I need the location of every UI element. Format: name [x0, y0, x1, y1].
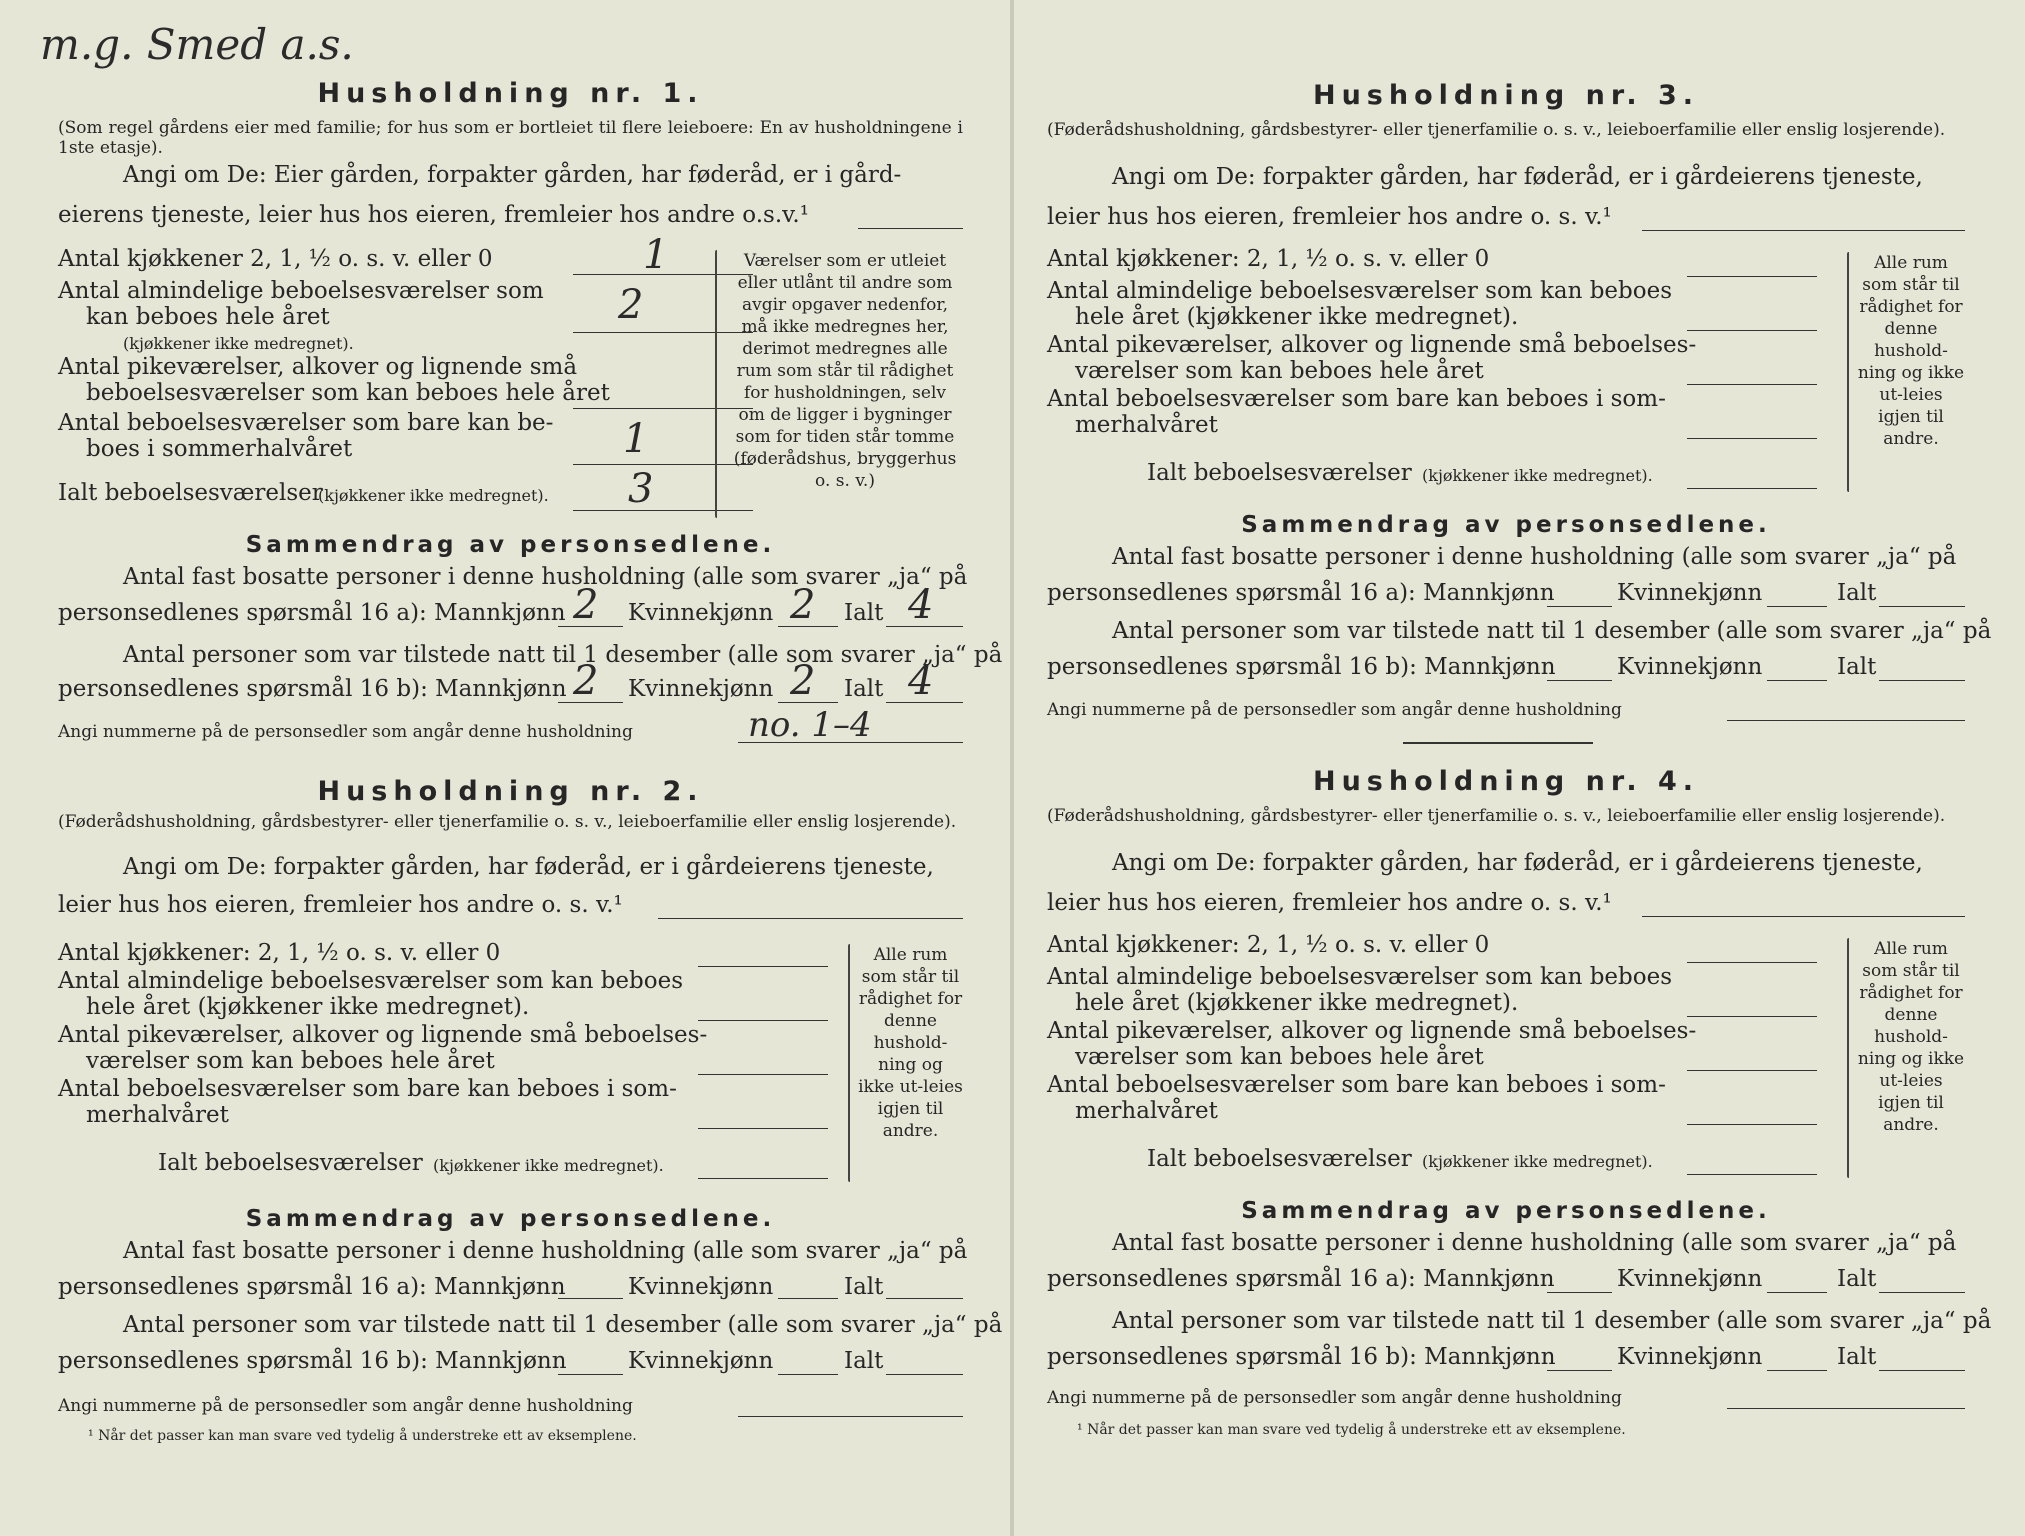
- hh3-b-i-fill: [1879, 680, 1965, 681]
- hh1-subtitle: (Som regel gårdens eier med familie; for hus som er bortleiet til flere leieboere: En av husholdningene i 1ste etasje).: [58, 118, 963, 158]
- hh2-a-m-fill: [558, 1298, 623, 1299]
- hh1-som-line1: Antal beboelsesværelser som bare kan be-: [58, 410, 554, 436]
- hh1-b-ialt: Ialt: [844, 676, 884, 702]
- hh2-b-m-fill: [558, 1374, 623, 1375]
- hh3-s3: Antal personer som var tilstede natt til 1 desember (alle som svarer „ja“ på: [1112, 618, 1992, 644]
- household-3: [1047, 74, 1992, 734]
- hh2-som-fill: [698, 1128, 828, 1129]
- hh3-a-ialt: Ialt: [1837, 580, 1877, 606]
- hh2-pike-line1: Antal pikeværelser, alkover og lignende små beboelses-: [58, 1022, 708, 1048]
- hh2-a-i-fill: [886, 1298, 963, 1299]
- hh3-pike-fill: [1687, 384, 1817, 385]
- left-page: [0, 0, 1012, 1536]
- hh4-b-m-fill: [1547, 1370, 1612, 1371]
- hh2-a-kvinne: Kvinnekjønn: [628, 1274, 774, 1300]
- hh2-b-ialt: Ialt: [844, 1348, 884, 1374]
- hh2-angi-line2: leier hus hos eieren, fremleier hos andre o. s. v.¹: [58, 892, 623, 918]
- hh2-b-i-fill: [886, 1374, 963, 1375]
- hh3-kjokkener-label: Antal kjøkkener: 2, 1, ½ o. s. v. eller 0: [1047, 246, 1490, 272]
- hh1-alm-line2: kan beboes hele året: [86, 304, 330, 330]
- hh4-brace: [1847, 938, 1849, 1178]
- hh2-pike-fill: [698, 1074, 828, 1075]
- hh3-nummer-label: Angi nummerne på de personsedler som angår denne husholdning: [1047, 700, 1622, 720]
- hh1-b-m-value: 2: [573, 658, 599, 704]
- hh3-a-i-fill: [1879, 606, 1965, 607]
- hh1-summary-title: Sammendrag av personsedlene.: [245, 532, 776, 558]
- hh3-summary-title: Sammendrag av personsedlene.: [1241, 512, 1771, 538]
- section-divider: [1403, 742, 1593, 744]
- hh1-s3: Antal personer som var tilstede natt til 1 desember (alle som svarer „ja“ på: [123, 642, 1003, 668]
- hh3-angi-fill: [1642, 230, 1965, 231]
- hh1-alm-line1: Antal almindelige beboelsesværelser som: [58, 278, 544, 304]
- hh2-nummer-fill: [738, 1416, 963, 1417]
- hh1-angi-line2: eierens tjeneste, leier hus hos eieren, fremleier hos andre o.s.v.¹: [58, 202, 809, 228]
- hh1-ialt-label: Ialt beboelsesværelser: [58, 480, 323, 506]
- hh2-alm-line1: Antal almindelige beboelsesværelser som kan beboes: [58, 968, 684, 994]
- hh3-title: Husholdning nr. 3.: [1312, 80, 1700, 111]
- right-page: [1013, 0, 2025, 1536]
- hh3-side-note: Alle rum som står til rådighet for denne hushold-ning og ikke ut-leies igjen til andre.: [1857, 253, 1965, 449]
- hh1-som-line2: boes i sommerhalvåret: [86, 436, 353, 462]
- hh3-alm-fill: [1687, 330, 1817, 331]
- household-4: [1047, 760, 1992, 1450]
- hh2-title: Husholdning nr. 2.: [317, 776, 704, 807]
- hh1-a-ialt: Ialt: [844, 600, 884, 626]
- hh4-kjokkener-label: Antal kjøkkener: 2, 1, ½ o. s. v. eller 0: [1047, 932, 1490, 958]
- hh4-alm-line2: hele året (kjøkkener ikke medregnet).: [1075, 990, 1519, 1016]
- right-footnote: ¹ Når det passer kan man svare ved tydelig å understreke ett av eksemplene.: [1077, 1422, 1626, 1438]
- hh2-pike-line2: værelser som kan beboes hele året: [86, 1048, 495, 1074]
- hh4-b-i-fill: [1879, 1370, 1965, 1371]
- hh1-kjokkener-value: 1: [643, 232, 669, 278]
- hh2-a-k-fill: [778, 1298, 838, 1299]
- hh1-a-m-value: 2: [573, 582, 599, 628]
- hh4-summary-title: Sammendrag av personsedlene.: [1241, 1198, 1771, 1224]
- hh3-b-k-fill: [1767, 680, 1827, 681]
- hh2-nummer-label: Angi nummerne på de personsedler som angår denne husholdning: [58, 1396, 633, 1416]
- hh4-pike-line2: værelser som kan beboes hele året: [1075, 1044, 1484, 1070]
- hh1-alm-fill: [573, 332, 753, 333]
- hh1-angi-fill: [858, 228, 963, 229]
- hh3-b-kvinne: Kvinnekjønn: [1617, 654, 1763, 680]
- hh3-b-m-fill: [1547, 680, 1612, 681]
- hh1-b-kvinne: Kvinnekjønn: [628, 676, 774, 702]
- hh2-brace: [848, 944, 850, 1182]
- hh4-nummer-label: Angi nummerne på de personsedler som angår denne husholdning: [1047, 1388, 1622, 1408]
- hh4-ialt-label: Ialt beboelsesværelser: [1147, 1146, 1412, 1172]
- hh4-b-ialt: Ialt: [1837, 1344, 1877, 1370]
- hh4-s4: personsedlenes spørsmål 16 b): Mannkjønn: [1047, 1344, 1556, 1370]
- hh2-alm-line2: hele året (kjøkkener ikke medregnet).: [86, 994, 530, 1020]
- hh4-a-k-fill: [1767, 1292, 1827, 1293]
- hh1-title: Husholdning nr. 1.: [317, 78, 704, 109]
- hh4-a-m-fill: [1547, 1292, 1612, 1293]
- hh2-side-note: Alle rum som står til rådighet for denne hushold-ning og ikke ut-leies igjen til andre.: [858, 945, 963, 1141]
- hh1-s2: personsedlenes spørsmål 16 a): Mannkjønn: [58, 600, 566, 626]
- hh1-b-k-value: 2: [790, 658, 816, 704]
- hh4-pike-line1: Antal pikeværelser, alkover og lignende små beboelses-: [1047, 1018, 1697, 1044]
- hh4-nummer-fill: [1727, 1408, 1965, 1409]
- hh4-angi-line1: Angi om De: forpakter gården, har føderåd, er i gårdeierens tjeneste,: [1112, 850, 1923, 876]
- hh2-s4: personsedlenes spørsmål 16 b): Mannkjønn: [58, 1348, 567, 1374]
- hh1-b-i-value: 4: [908, 658, 934, 704]
- hh3-kjokkener-fill: [1687, 276, 1817, 277]
- hh2-ialt-fill: [698, 1178, 828, 1179]
- hh1-alm-line3: (kjøkkener ikke medregnet).: [123, 334, 354, 353]
- hh3-alm-line1: Antal almindelige beboelsesværelser som kan beboes: [1047, 278, 1673, 304]
- hh1-angi-line1: Angi om De: Eier gården, forpakter gården, har føderåd, er i gård-: [123, 162, 902, 188]
- hh3-pike-line1: Antal pikeværelser, alkover og lignende små beboelses-: [1047, 332, 1697, 358]
- hh4-ialt-note: (kjøkkener ikke medregnet).: [1422, 1152, 1653, 1171]
- hh2-kjokkener-label: Antal kjøkkener: 2, 1, ½ o. s. v. eller 0: [58, 940, 501, 966]
- hh2-s3: Antal personer som var tilstede natt til 1 desember (alle som svarer „ja“ på: [123, 1312, 1003, 1338]
- hh1-a-kvinne: Kvinnekjønn: [628, 600, 774, 626]
- hh3-a-m-fill: [1547, 606, 1612, 607]
- handwritten-header: m.g. Smed a.s.: [40, 20, 354, 69]
- hh4-som-fill: [1687, 1124, 1817, 1125]
- hh4-angi-fill: [1642, 916, 1965, 917]
- hh1-alm-value: 2: [618, 282, 644, 328]
- hh3-b-ialt: Ialt: [1837, 654, 1877, 680]
- hh2-kjokkener-fill: [698, 966, 828, 967]
- hh4-a-ialt: Ialt: [1837, 1266, 1877, 1292]
- hh1-ialt-fill: [573, 510, 753, 511]
- hh3-ialt-label: Ialt beboelsesværelser: [1147, 460, 1412, 486]
- hh3-brace: [1847, 252, 1849, 492]
- hh2-angi-line1: Angi om De: forpakter gården, har føderåd, er i gårdeierens tjeneste,: [123, 854, 934, 880]
- hh1-som-fill: [573, 464, 753, 465]
- hh4-pike-fill: [1687, 1070, 1817, 1071]
- hh1-side-note: Værelser som er utleiet eller utlånt til andre som avgir opgaver nedenfor, må ikke medregnes her, derimot medregnes alle rum som står til rådighet for husholdningen, selv om de ligger i bygninger som for tiden står tomme (føderådshus, bryggerhus o. s. v.): [733, 251, 957, 491]
- hh2-s1: Antal fast bosatte personer i denne husholdning (alle som svarer „ja“ på: [123, 1238, 968, 1264]
- hh2-alm-fill: [698, 1020, 828, 1021]
- hh2-som-line1: Antal beboelsesværelser som bare kan beboes i som-: [58, 1076, 677, 1102]
- hh1-s1: Antal fast bosatte personer i denne husholdning (alle som svarer „ja“ på: [123, 564, 968, 590]
- hh1-brace: [715, 250, 717, 518]
- hh2-a-ialt: Ialt: [844, 1274, 884, 1300]
- hh4-b-kvinne: Kvinnekjønn: [1617, 1344, 1763, 1370]
- hh2-ialt-note: (kjøkkener ikke medregnet).: [433, 1156, 664, 1175]
- hh3-ialt-fill: [1687, 488, 1817, 489]
- hh3-nummer-fill: [1727, 720, 1965, 721]
- hh4-s1: Antal fast bosatte personer i denne husholdning (alle som svarer „ja“ på: [1112, 1230, 1957, 1256]
- hh4-som-line1: Antal beboelsesværelser som bare kan beboes i som-: [1047, 1072, 1666, 1098]
- hh2-angi-fill: [658, 918, 963, 919]
- household-1: [58, 70, 1003, 750]
- hh2-som-line2: merhalvåret: [86, 1102, 229, 1128]
- hh1-pike-line2: beboelsesværelser som kan beboes hele året: [86, 380, 610, 406]
- hh3-som-line1: Antal beboelsesværelser som bare kan beboes i som-: [1047, 386, 1666, 412]
- hh4-ialt-fill: [1687, 1174, 1817, 1175]
- hh4-a-kvinne: Kvinnekjønn: [1617, 1266, 1763, 1292]
- hh3-som-line2: merhalvåret: [1075, 412, 1218, 438]
- hh1-ialt-value: 3: [628, 466, 654, 512]
- hh1-pike-line1: Antal pikeværelser, alkover og lignende små: [58, 354, 578, 380]
- hh3-som-fill: [1687, 438, 1817, 439]
- hh2-s2: personsedlenes spørsmål 16 a): Mannkjønn: [58, 1274, 566, 1300]
- hh2-ialt-label: Ialt beboelsesværelser: [158, 1150, 423, 1176]
- hh3-angi-line2: leier hus hos eieren, fremleier hos andre o. s. v.¹: [1047, 204, 1612, 230]
- hh1-a-i-value: 4: [908, 582, 934, 628]
- hh3-s4: personsedlenes spørsmål 16 b): Mannkjønn: [1047, 654, 1556, 680]
- hh2-subtitle: (Føderådshusholdning, gårdsbestyrer- eller tjenerfamilie o. s. v., leieboerfamilie eller enslig losjerende).: [58, 812, 957, 832]
- hh4-kjokkener-fill: [1687, 962, 1817, 963]
- household-2: [58, 768, 1003, 1458]
- hh1-kjokkener-label: Antal kjøkkener 2, 1, ½ o. s. v. eller 0: [58, 246, 493, 272]
- hh1-som-value: 1: [623, 416, 649, 462]
- hh1-s4: personsedlenes spørsmål 16 b): Mannkjønn: [58, 676, 567, 702]
- hh4-b-k-fill: [1767, 1370, 1827, 1371]
- hh4-s2: personsedlenes spørsmål 16 a): Mannkjønn: [1047, 1266, 1555, 1292]
- hh4-alm-fill: [1687, 1016, 1817, 1017]
- hh1-nummer-label: Angi nummerne på de personsedler som angår denne husholdning: [58, 722, 633, 742]
- hh3-pike-line2: værelser som kan beboes hele året: [1075, 358, 1484, 384]
- hh1-nummer-value: no. 1–4: [748, 705, 872, 745]
- hh4-s3: Antal personer som var tilstede natt til 1 desember (alle som svarer „ja“ på: [1112, 1308, 1992, 1334]
- hh3-a-k-fill: [1767, 606, 1827, 607]
- hh1-ialt-note: (kjøkkener ikke medregnet).: [318, 486, 549, 505]
- hh3-s2: personsedlenes spørsmål 16 a): Mannkjønn: [1047, 580, 1555, 606]
- hh4-a-i-fill: [1879, 1292, 1965, 1293]
- hh3-alm-line2: hele året (kjøkkener ikke medregnet).: [1075, 304, 1519, 330]
- hh3-s1: Antal fast bosatte personer i denne husholdning (alle som svarer „ja“ på: [1112, 544, 1957, 570]
- hh1-pike-fill: [573, 408, 753, 409]
- hh4-angi-line2: leier hus hos eieren, fremleier hos andre o. s. v.¹: [1047, 890, 1612, 916]
- hh4-subtitle: (Føderådshusholdning, gårdsbestyrer- eller tjenerfamilie o. s. v., leieboerfamilie eller enslig losjerende).: [1047, 806, 1946, 826]
- hh3-a-kvinne: Kvinnekjønn: [1617, 580, 1763, 606]
- hh3-angi-line1: Angi om De: forpakter gården, har føderåd, er i gårdeierens tjeneste,: [1112, 164, 1923, 190]
- hh1-a-k-value: 2: [790, 582, 816, 628]
- left-footnote: ¹ Når det passer kan man svare ved tydelig å understreke ett av eksemplene.: [88, 1428, 637, 1444]
- hh4-title: Husholdning nr. 4.: [1312, 766, 1700, 797]
- hh3-ialt-note: (kjøkkener ikke medregnet).: [1422, 466, 1653, 485]
- hh4-side-note: Alle rum som står til rådighet for denne hushold-ning og ikke ut-leies igjen til andre.: [1857, 939, 1965, 1135]
- hh2-b-kvinne: Kvinnekjønn: [628, 1348, 774, 1374]
- hh4-som-line2: merhalvåret: [1075, 1098, 1218, 1124]
- hh2-b-k-fill: [778, 1374, 838, 1375]
- hh3-subtitle: (Føderådshusholdning, gårdsbestyrer- eller tjenerfamilie o. s. v., leieboerfamilie eller enslig losjerende).: [1047, 120, 1946, 140]
- hh4-alm-line1: Antal almindelige beboelsesværelser som kan beboes: [1047, 964, 1673, 990]
- hh2-summary-title: Sammendrag av personsedlene.: [245, 1206, 776, 1232]
